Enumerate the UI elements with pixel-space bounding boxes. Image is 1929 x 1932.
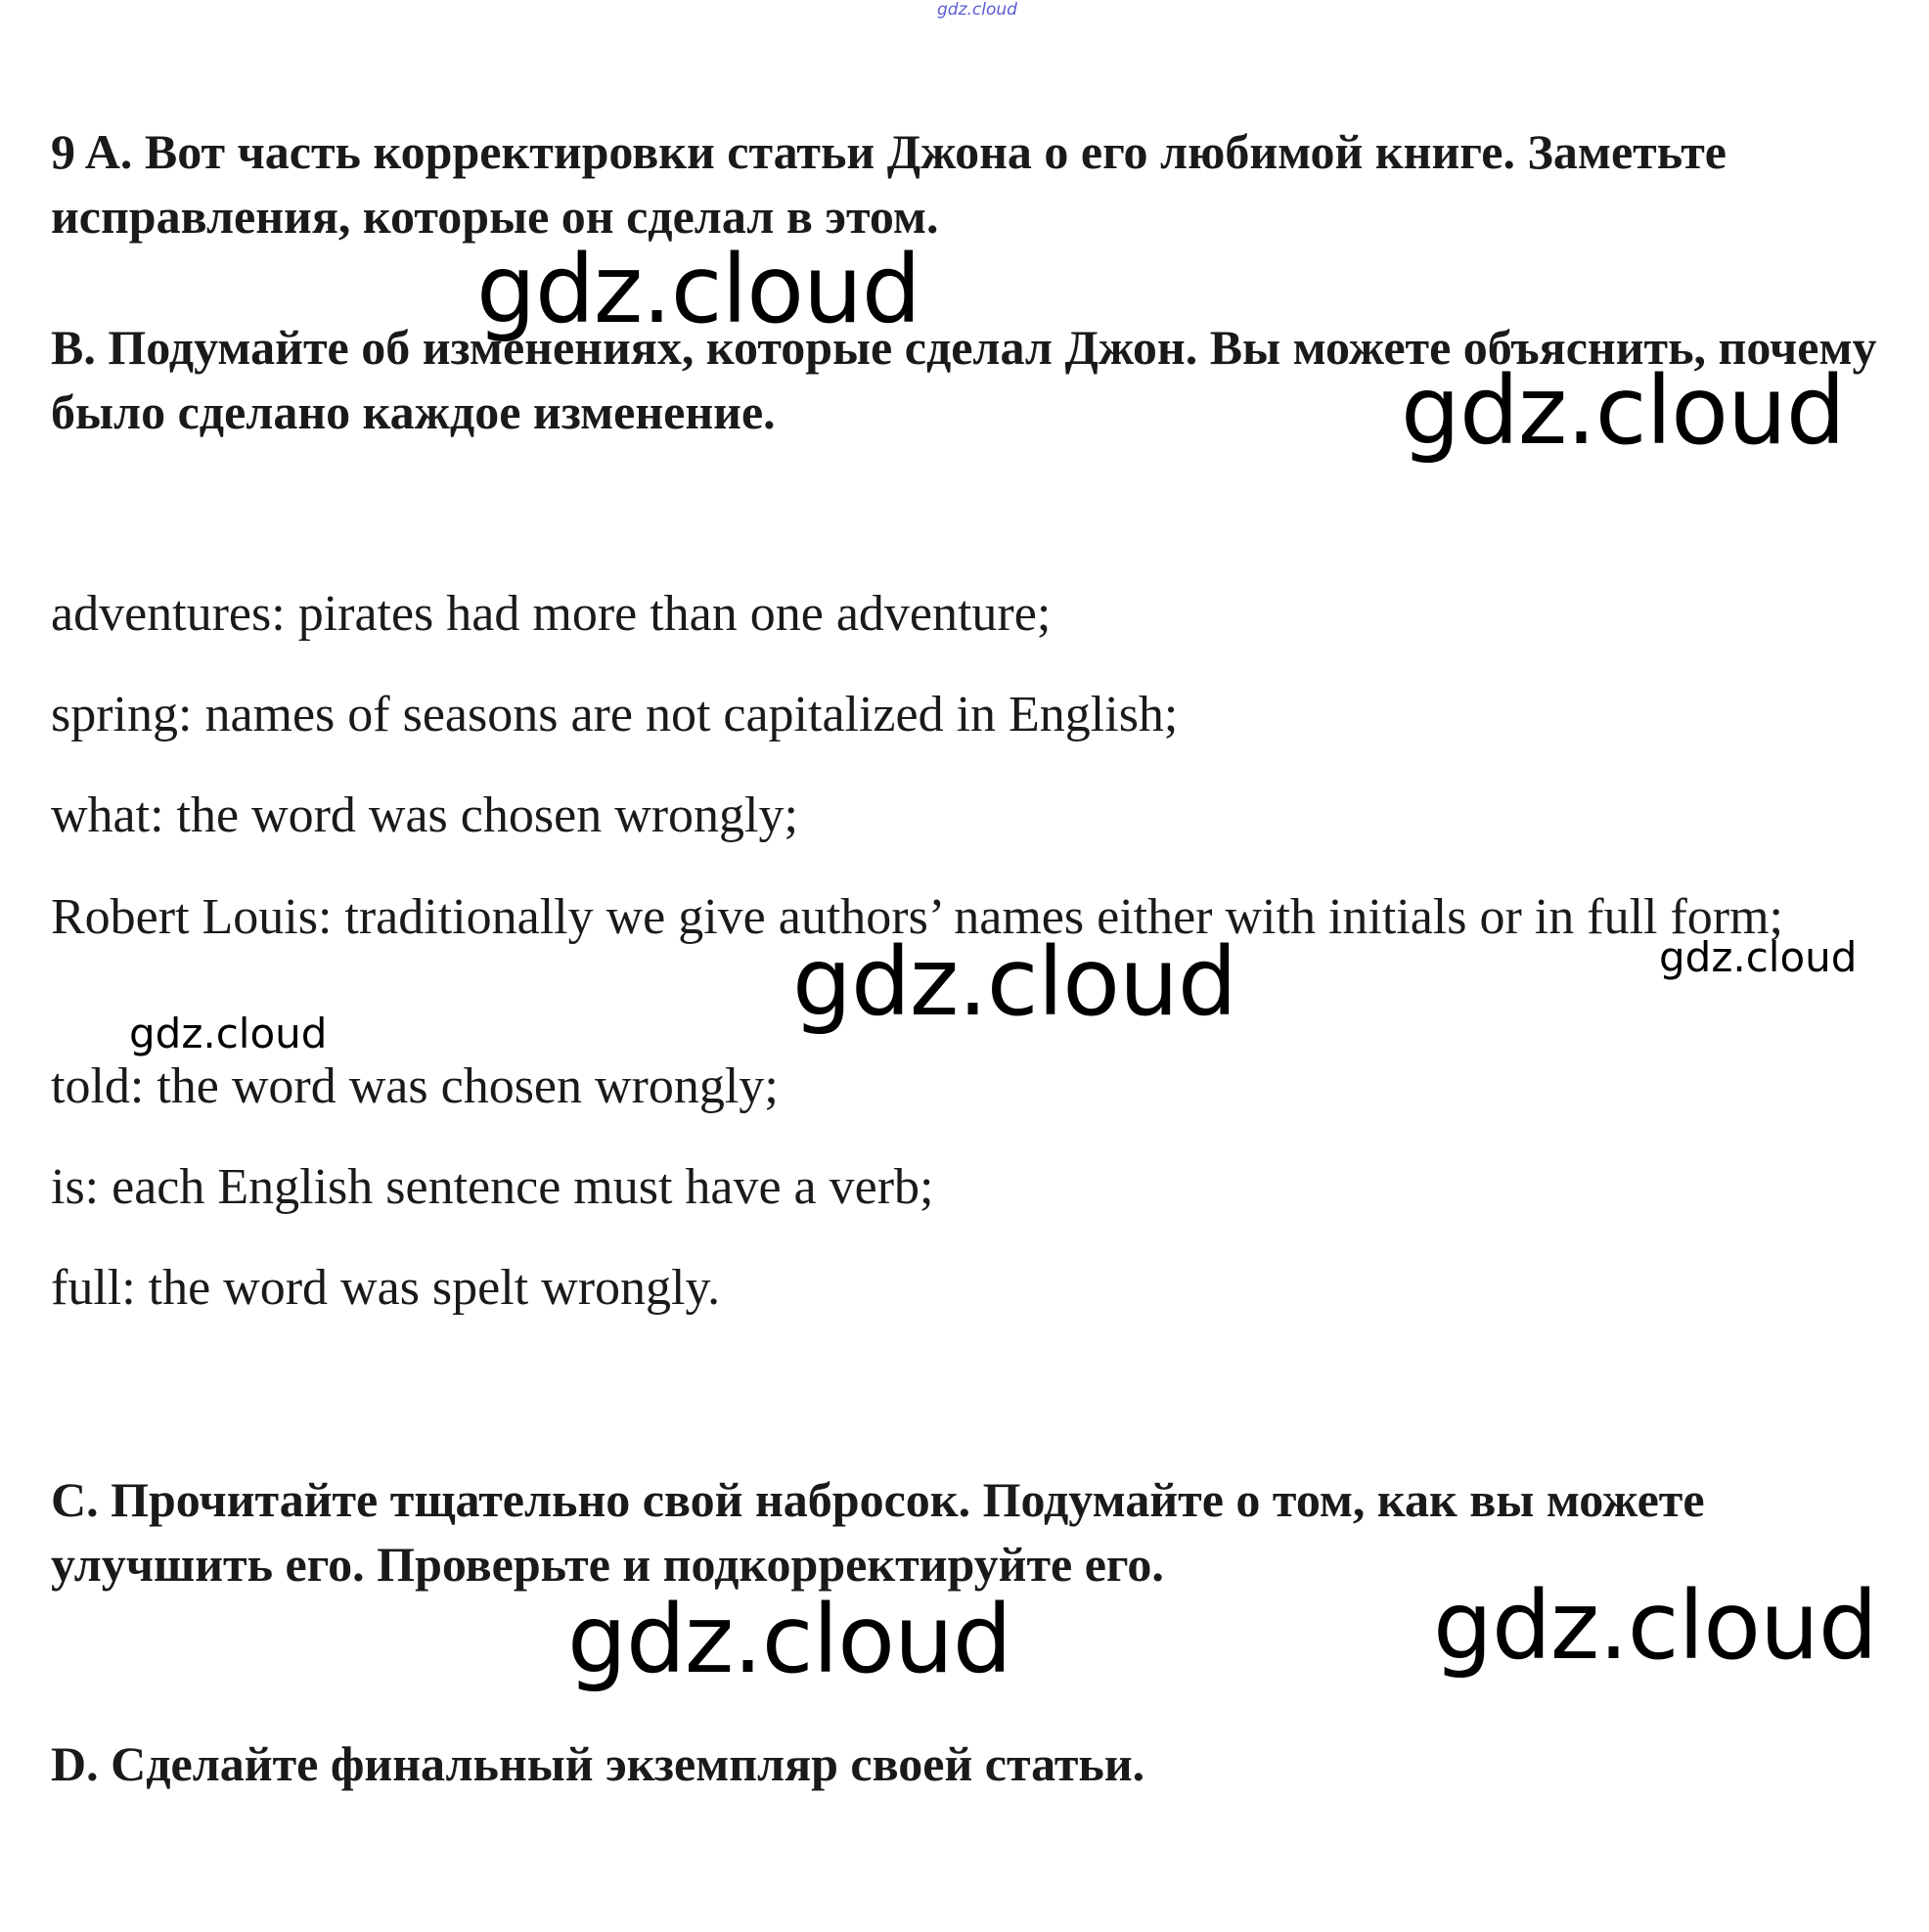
- answer-line-what: what: the word was chosen wrongly;: [51, 787, 798, 843]
- answer-line-spring: spring: names of seasons are not capitalized in English;: [51, 687, 1179, 742]
- watermark-logo-small: gdz.cloud: [1659, 933, 1858, 981]
- answer-line-is: is: each English sentence must have a verb;: [51, 1159, 934, 1215]
- task-b-heading: B. Подумайте об изменениях, которые сделал Джон. Вы можете объяснить, почему было сделано каждое изменение.: [51, 320, 1877, 439]
- answer-line-adventures: adventures: pirates had more than one adventure;: [51, 586, 1052, 642]
- answer-line-full: full: the word was spelt wrongly.: [51, 1260, 721, 1316]
- answer-line-told: told: the word was chosen wrongly;: [51, 1058, 779, 1114]
- watermark-logo: gdz.cloud: [567, 1585, 1011, 1694]
- watermark-logo: gdz.cloud: [792, 927, 1236, 1037]
- header-watermark: gdz.cloud: [937, 0, 1017, 20]
- watermark-logo: gdz.cloud: [1433, 1571, 1877, 1681]
- watermark-logo: gdz.cloud: [1401, 356, 1845, 466]
- task-a-heading: 9 A. Вот часть корректировки статьи Джона о его любимой книге. Заметьте исправления, которые он сделал в этом.: [51, 124, 1727, 244]
- task-d-heading: D. Сделайте финальный экземпляр своей статьи.: [51, 1736, 1145, 1791]
- watermark-logo-small: gdz.cloud: [129, 1010, 328, 1057]
- task-c-heading: C. Прочитайте тщательно свой набросок. Подумайте о том, как вы можете улучшить его. Проверьте и подкорректируйте его.: [51, 1472, 1705, 1592]
- answer-line-robert-louis: Robert Louis: traditionally we give authors’ names either with initials or in full form;: [51, 889, 1783, 945]
- watermark-logo: gdz.cloud: [476, 235, 920, 344]
